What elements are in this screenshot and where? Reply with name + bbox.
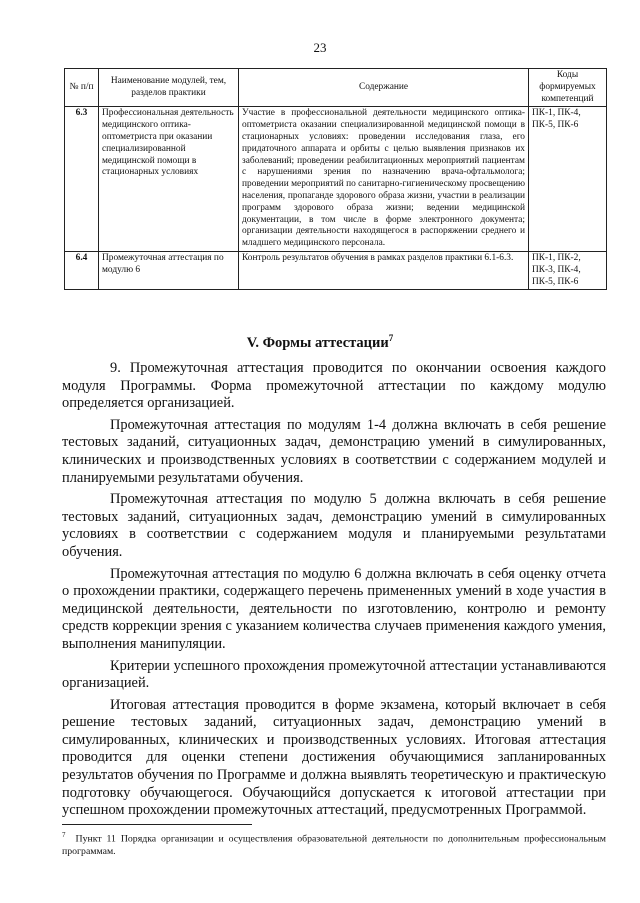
row-codes: ПК-1, ПК-2, ПК-3, ПК-4, ПК-5, ПК-6 — [529, 251, 607, 289]
paragraph: Критерии успешного прохождения промежуточной аттестации устанавливаются организацией. — [62, 657, 606, 692]
header-content: Содержание — [239, 69, 529, 107]
footnote-ref: 7 — [388, 333, 394, 343]
paragraph: Промежуточная аттестация по модулям 1-4 должна включать в себя решение тестовых заданий, ситуационных задач, демонстрацию умений в симулированных, клинических и производственных условиях в соответствии с содержанием модулей и планируемыми результатами обучения. — [62, 416, 606, 486]
row-content: Контроль результатов обучения в рамках разделов практики 6.1-6.3. — [239, 251, 529, 289]
paragraph: 9. Промежуточная аттестация проводится по окончании освоения каждого модуля Программы. Форма промежуточной аттестации по каждому модулю определяется организацией. — [62, 360, 606, 412]
row-num: 6.3 — [65, 107, 99, 252]
row-codes: ПК-1, ПК-4, ПК-5, ПК-6 — [529, 107, 607, 252]
row-name: Промежуточная аттестация по модулю 6 — [99, 251, 239, 289]
footnote-divider — [62, 824, 252, 825]
table-row — [65, 251, 607, 289]
paragraph: Промежуточная аттестация по модулю 5 должна включать в себя решение тестовых заданий, ситуационных задач, демонстрацию умений в симулированных условиях в соответствии с содержанием модуля и планируемыми результатами обучения. — [62, 491, 606, 560]
table-header-row — [65, 69, 607, 107]
body-text — [62, 360, 606, 824]
section-title — [0, 333, 640, 352]
header-num: № п/п — [65, 69, 99, 107]
paragraph: Итоговая аттестация проводится в форме экзамена, который включает в себя решение тестовых заданий, ситуационных задач, демонстрацию умений в симулированных, клинических и производственных условиях. Итоговая аттестация проводится для оценки степени достижения обучающимися запланированных результатов обучения по Программе и должна выявлять теоретическую и практическую подготовку обучающегося. Обучающийся допускается к итоговой аттестации при успешном прохождении промежуточных аттестаций, предусмотренных Программой. — [62, 696, 606, 819]
section-title-text: V. Формы аттестации — [246, 334, 389, 351]
paragraph: Промежуточная аттестация по модулю 6 должна включать в себя оценку отчета о прохождении практики, содержащего перечень примененных умений в ходе участия в медицинской деятельности, деятельности по изготовлению, контролю и ремонту средств коррекции зрения с указанием количества случаев применения каждого умения, выполнения манипуляции. — [62, 565, 606, 652]
row-name: Профессиональная деятельность медицинского оптика-оптометриста при оказании специализированной медицинской помощи в стационарных условиях — [99, 107, 239, 252]
row-num: 6.4 — [65, 251, 99, 289]
modules-table — [64, 68, 607, 290]
row-content: Участие в профессиональной деятельности медицинского оптика-оптометриста оказании специализированной медицинской помощи в стационарных условиях: проведении исследования глаза, его придаточного аппарата и орбиты с целью выявления признаков их заболеваний; проведении реабилитационных мероприятий пациентам с нарушениями зрения по назначению врача-офтальмолога; проведении мероприятий по санитарно-гигиеническому просвещению населения, пропаганде здорового образа жизни, участии в реализации программ здорового образа жизни; ведении медицинской документации, в том числе в форме электронного документа; организации деятельности находящегося в распоряжении среднего и младшего медицинского персонала. — [239, 107, 529, 252]
page-number: 23 — [313, 40, 327, 55]
header-name: Наименование модулей, тем, разделов практики — [99, 69, 239, 107]
table-row — [65, 107, 607, 252]
header-codes: Коды формируемых компетенций — [529, 69, 607, 107]
footnote-text: Пункт 11 Порядка организации и осуществления образовательной деятельности по дополнительным профессиональным программам. — [62, 833, 606, 857]
footnote — [62, 829, 606, 858]
footnote-marker: 7 — [62, 831, 66, 839]
